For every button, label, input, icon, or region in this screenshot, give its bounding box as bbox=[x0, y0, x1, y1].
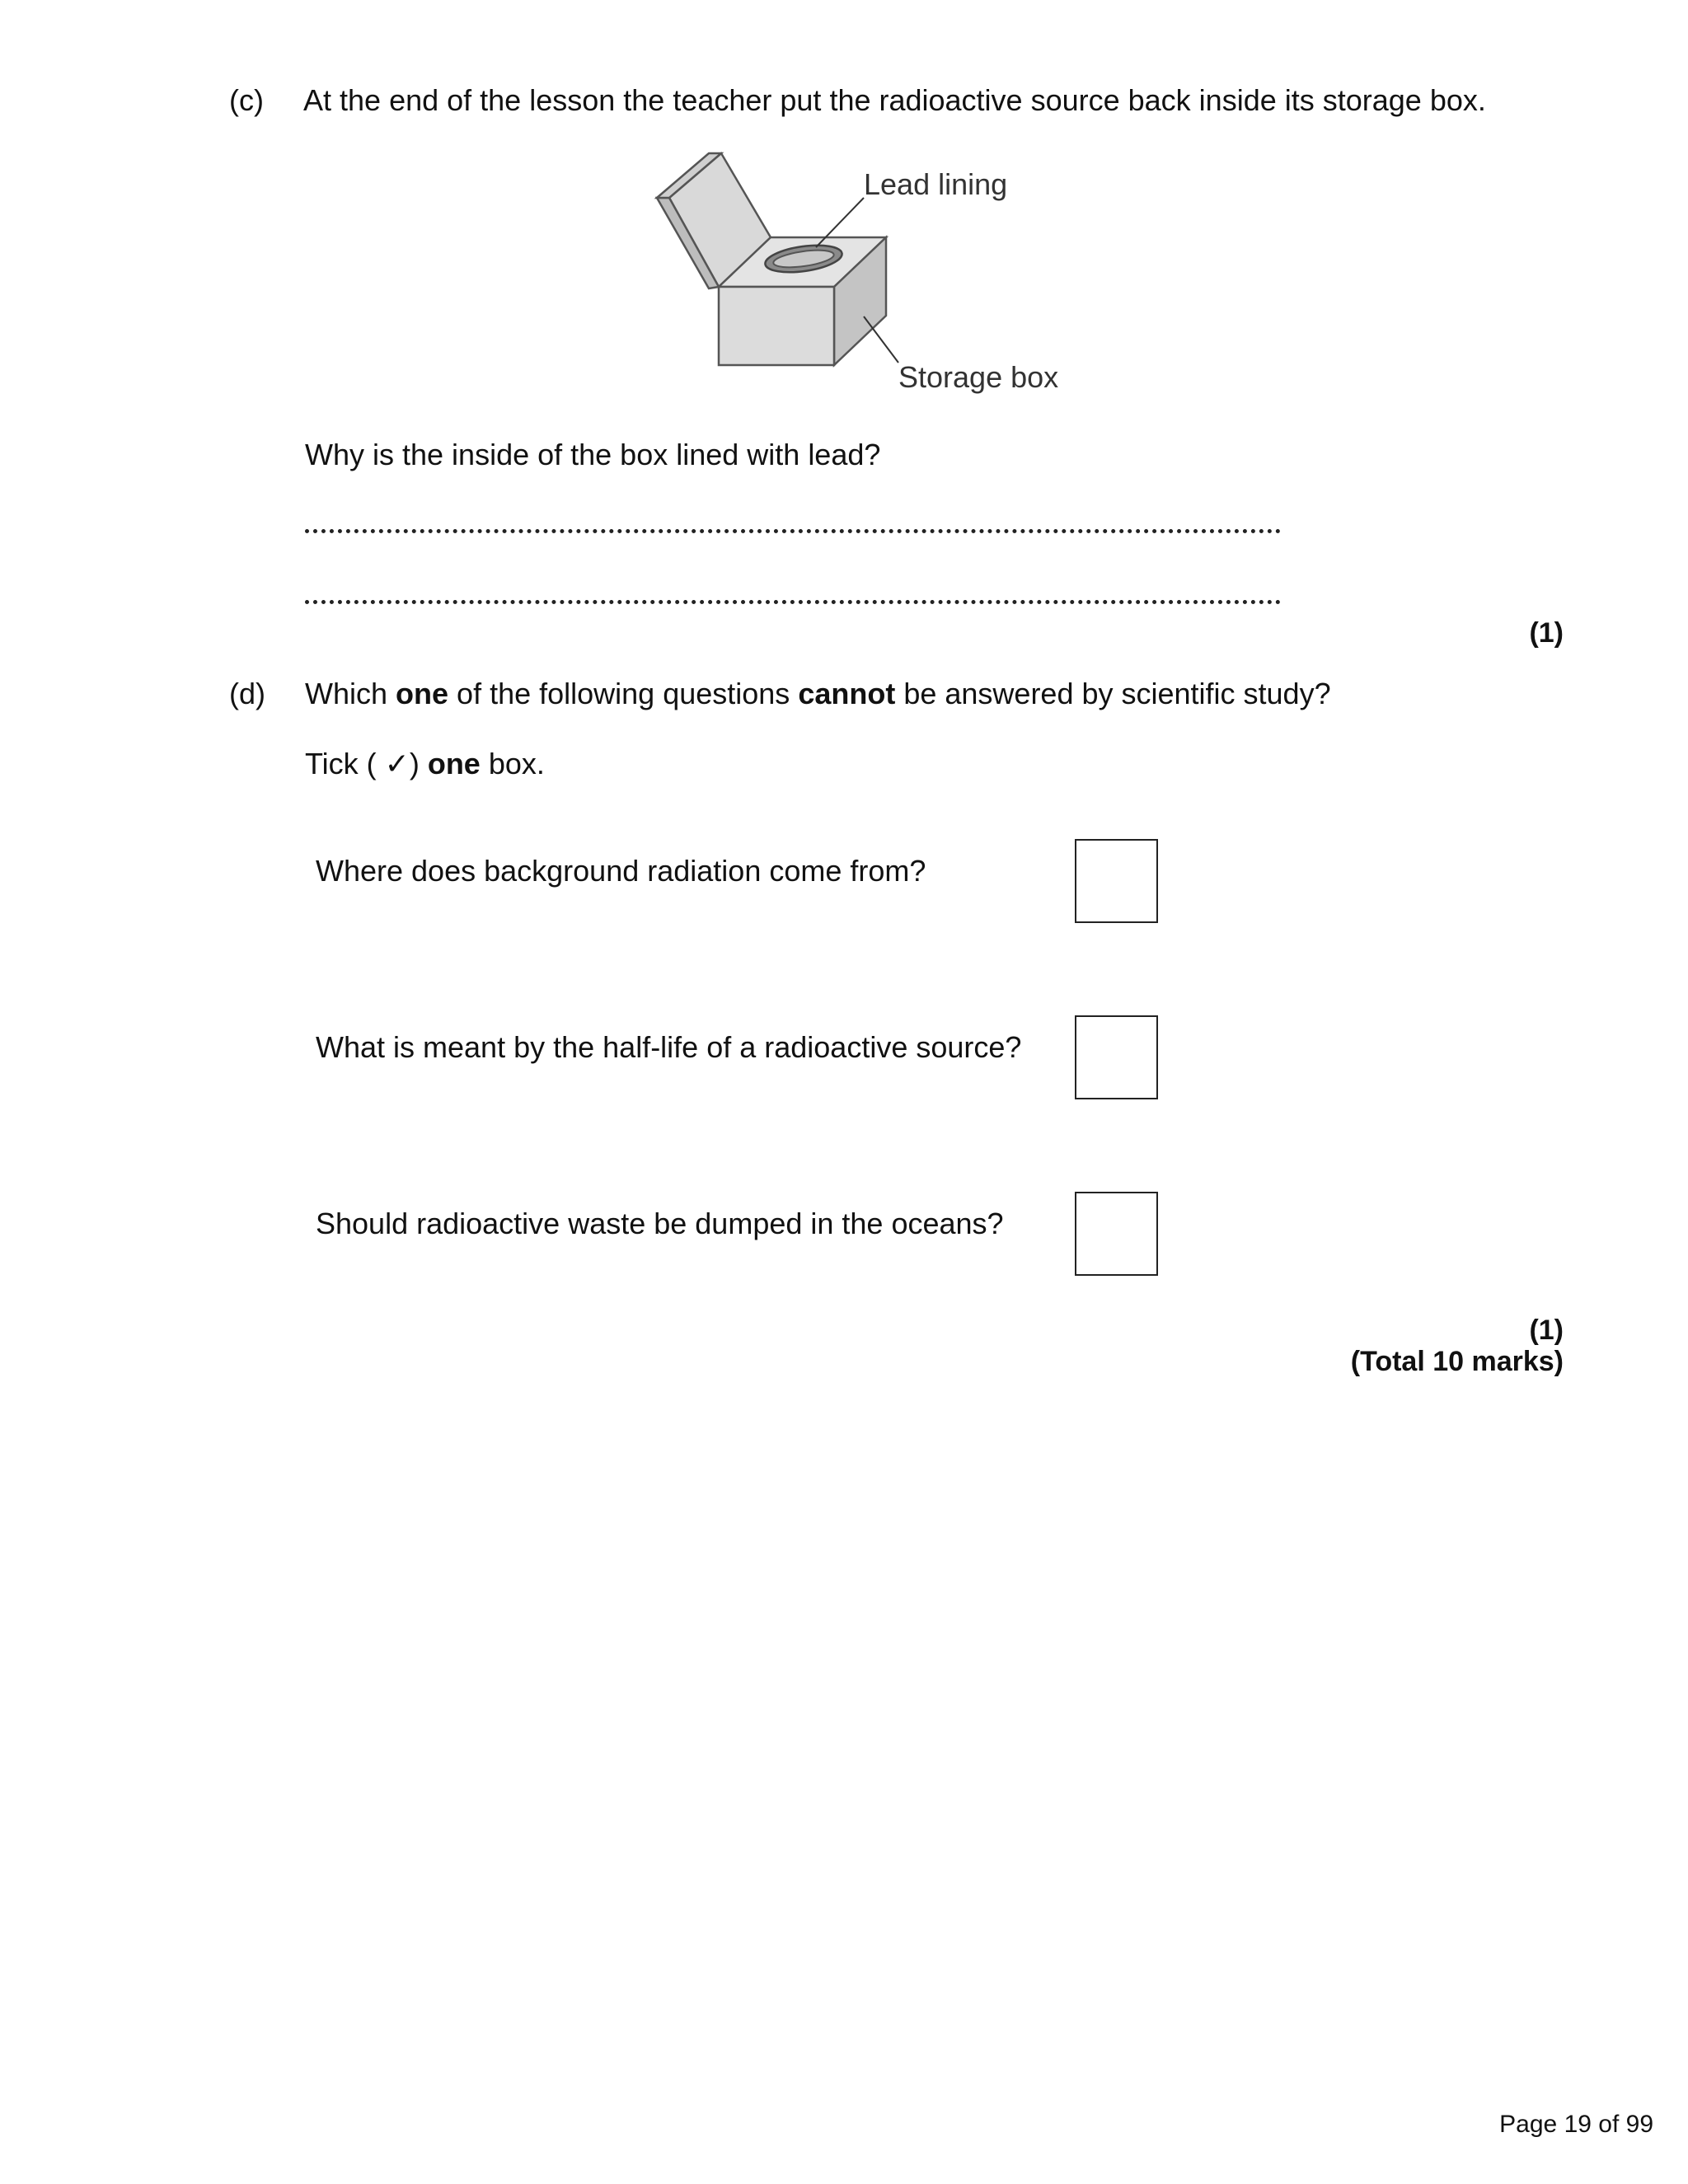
tick-icon: ✓ bbox=[384, 747, 410, 780]
part-d-mark: (1) bbox=[1529, 1315, 1564, 1346]
option-3-checkbox[interactable] bbox=[1075, 1192, 1158, 1276]
part-d-question: Which one of the following questions cannot be answered by scientific study? bbox=[305, 677, 1331, 710]
storage-box-diagram bbox=[651, 147, 1080, 410]
lead-lining-label: Lead lining bbox=[864, 167, 1008, 201]
tick-instruction: Tick ( ✓) one box. bbox=[305, 747, 545, 780]
option-2-text: What is meant by the half-life of a radioactive source? bbox=[316, 1030, 1022, 1064]
storage-box-leader bbox=[864, 316, 898, 363]
page-number: Page 19 of 99 bbox=[1499, 2111, 1653, 2138]
part-d-label: (d) bbox=[229, 677, 265, 710]
part-c-question: Why is the inside of the box lined with lead? bbox=[305, 438, 881, 471]
part-c-label: (c) bbox=[229, 83, 264, 117]
option-1-text: Where does background radiation come from? bbox=[316, 854, 926, 888]
part-c-intro: At the end of the lesson the teacher put the radioactive source back inside its storage box. bbox=[303, 83, 1486, 117]
answer-line-1[interactable] bbox=[305, 524, 1281, 533]
part-c-mark: (1) bbox=[1529, 617, 1564, 649]
answer-line-2[interactable] bbox=[305, 595, 1281, 604]
option-3-text: Should radioactive waste be dumped in the oceans? bbox=[316, 1207, 1004, 1240]
total-marks: (Total 10 marks) bbox=[1350, 1346, 1564, 1377]
box-front bbox=[719, 287, 834, 365]
option-2-checkbox[interactable] bbox=[1075, 1015, 1158, 1099]
storage-box-label: Storage box bbox=[898, 360, 1059, 394]
option-1-checkbox[interactable] bbox=[1075, 839, 1158, 923]
